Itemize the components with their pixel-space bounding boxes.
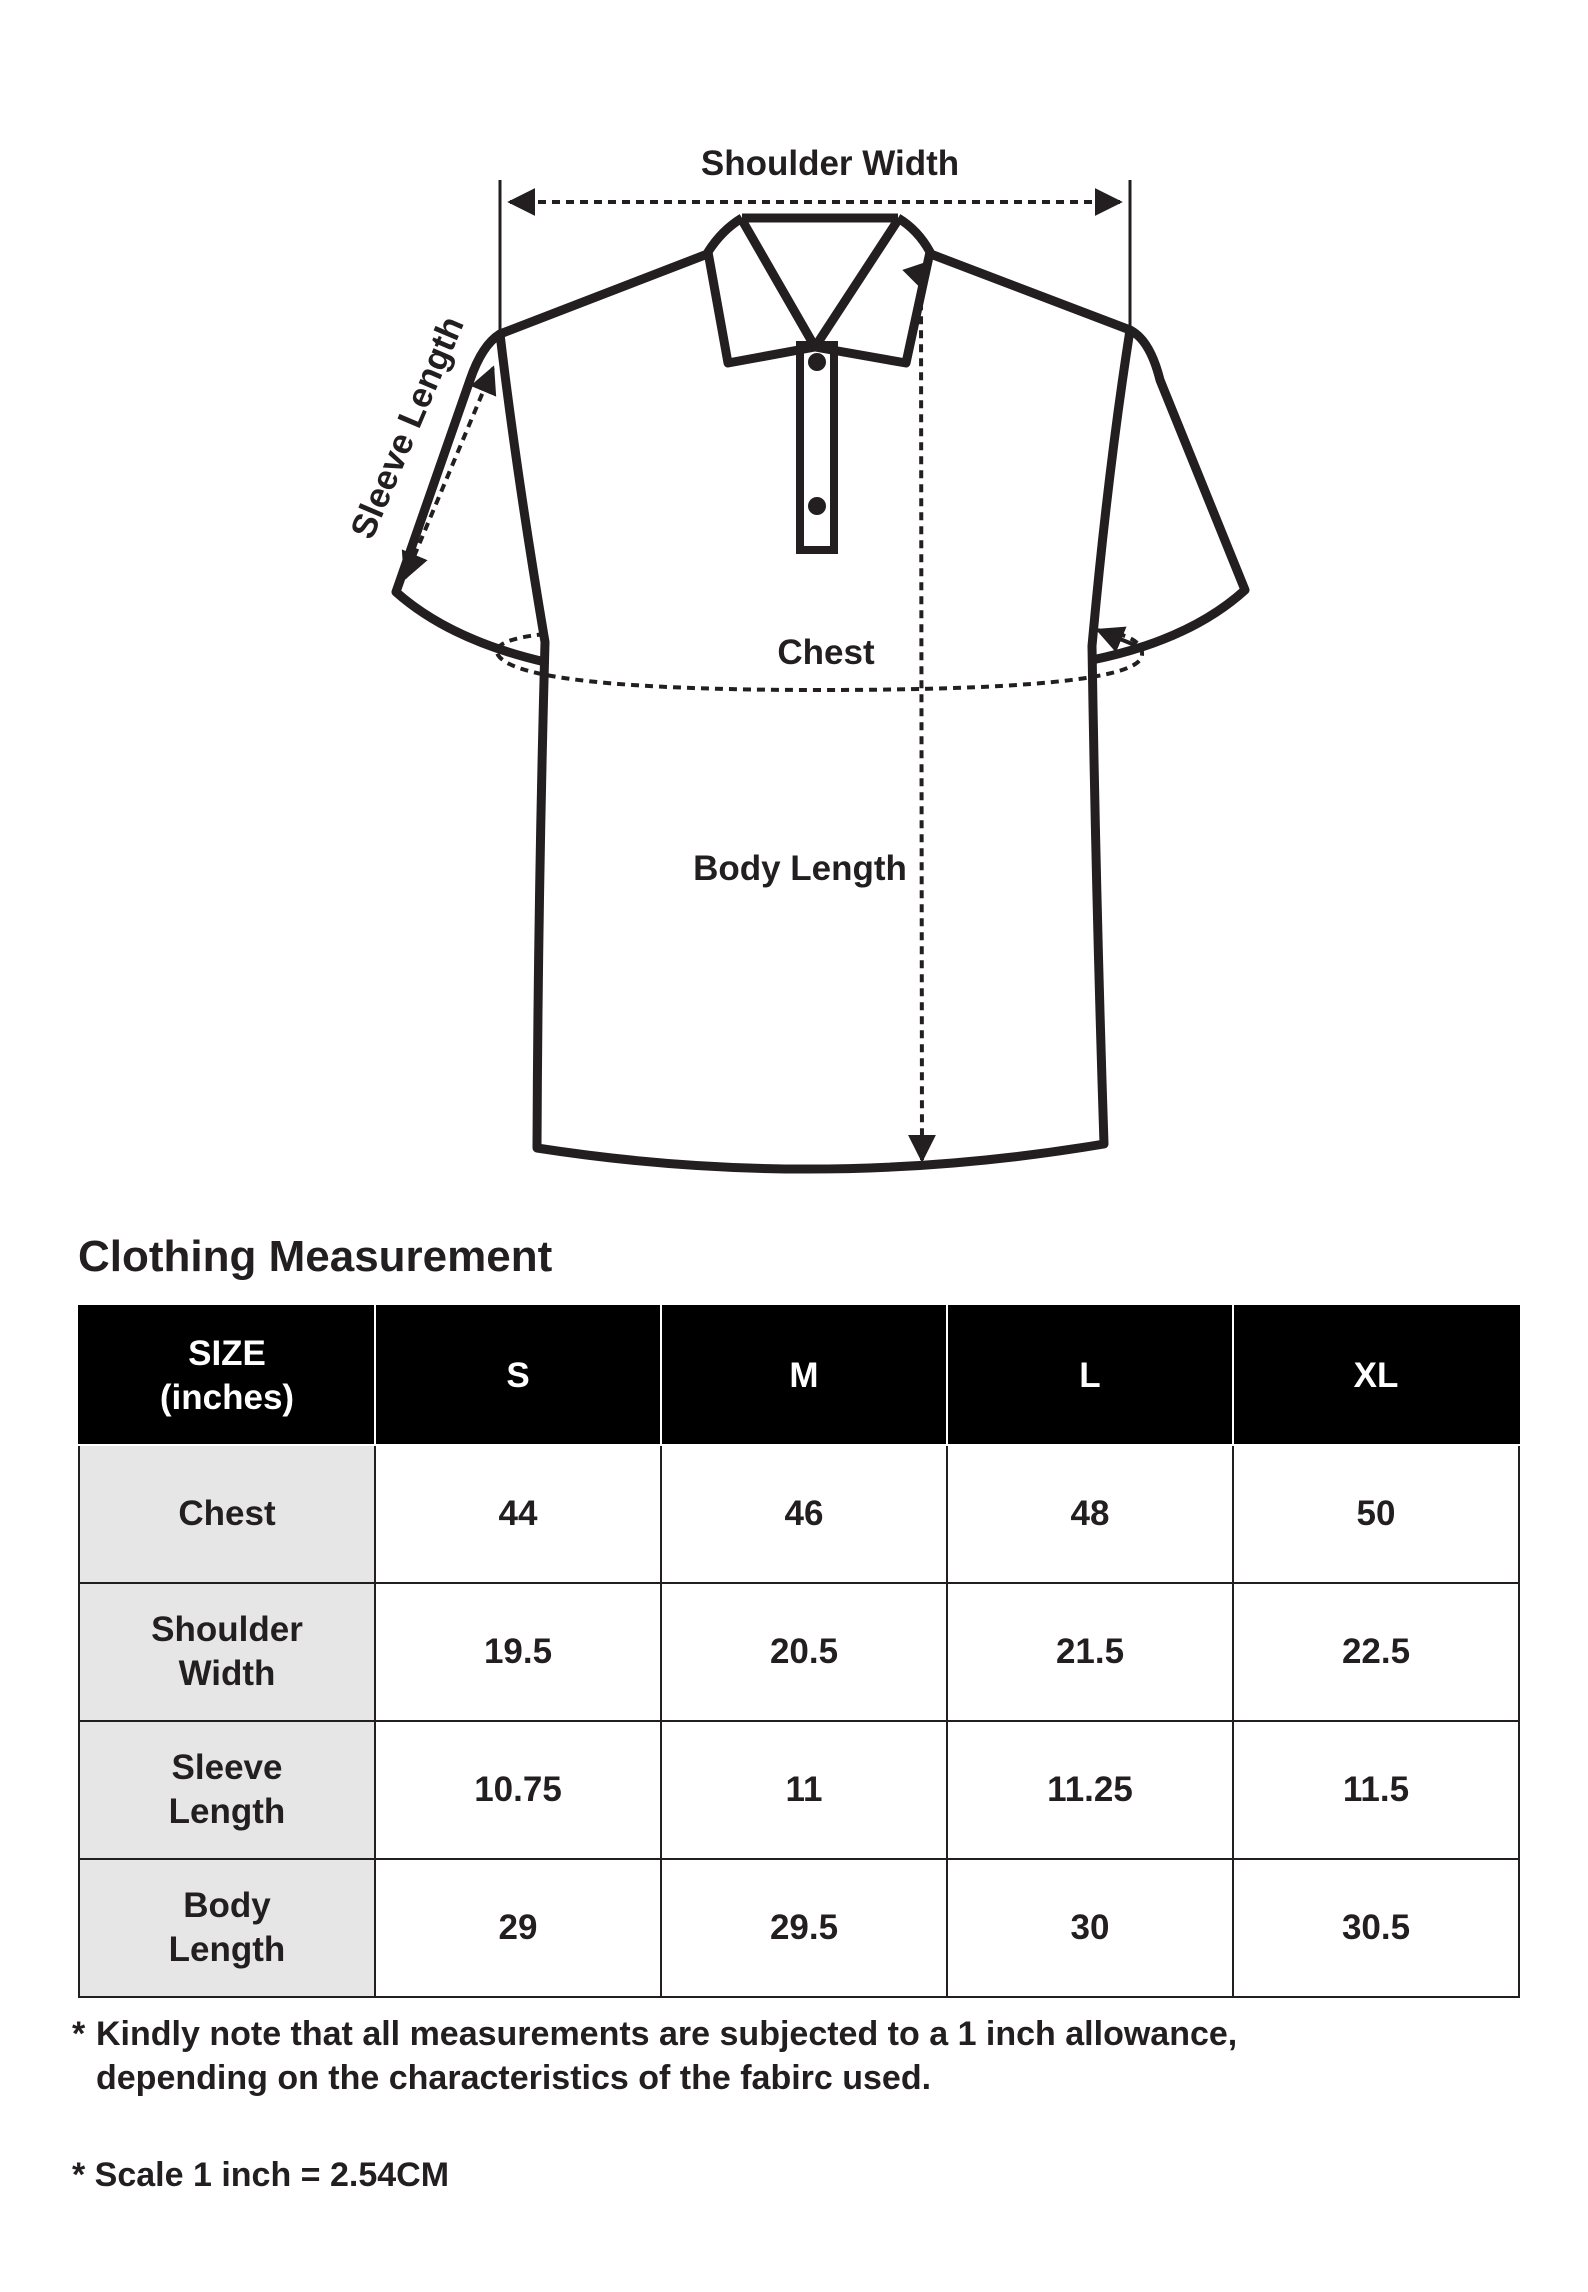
table-cell: 21.5 xyxy=(947,1583,1233,1721)
table-cell: 48 xyxy=(947,1445,1233,1583)
clothing-measurement-title: Clothing Measurement xyxy=(78,1232,553,1281)
table-cell: 44 xyxy=(375,1445,661,1583)
row-label-chest xyxy=(79,1445,375,1583)
row-label-shoulder-width xyxy=(79,1583,375,1721)
table-row-chest xyxy=(79,1445,1519,1583)
table-cell: 19.5 xyxy=(375,1583,661,1721)
row-label-line2: Length xyxy=(168,1792,286,1831)
row-label-line1: Sleeve xyxy=(171,1748,283,1788)
scale-note: * Scale 1 inch = 2.54CM xyxy=(72,2156,450,2194)
allowance-note xyxy=(72,2012,1532,2100)
shirt-outline xyxy=(410,215,930,655)
allowance-note-line2: depending on the characteristics of the fabirc used. xyxy=(96,2059,932,2097)
table-row-shoulder-width xyxy=(79,1583,1519,1721)
body-length-label: Body Length xyxy=(693,849,907,888)
size-m-header: M xyxy=(661,1306,947,1445)
size-l-header: L xyxy=(947,1306,1233,1445)
size-header-line2: (inches) xyxy=(159,1377,295,1417)
body-length-arrow xyxy=(921,262,930,1160)
row-label-sleeve-length xyxy=(79,1721,375,1859)
table-cell: 20.5 xyxy=(661,1583,947,1721)
size-header-row xyxy=(79,1306,1519,1445)
allowance-note-row xyxy=(72,2012,1532,2100)
table-cell: 30.5 xyxy=(1233,1859,1519,1997)
row-label-line1: Chest xyxy=(178,1494,276,1534)
table-cell: 11.5 xyxy=(1233,1721,1519,1859)
table-cell: 29.5 xyxy=(661,1859,947,1997)
shirt-torso xyxy=(500,253,1130,1169)
table-cell: 50 xyxy=(1233,1445,1519,1583)
row-label-line1: Body xyxy=(183,1886,271,1926)
size-header-label xyxy=(79,1306,375,1445)
table-cell: 30 xyxy=(947,1859,1233,1997)
row-label-body-length xyxy=(79,1859,375,1997)
table-cell: 11 xyxy=(661,1721,947,1859)
table-row-body-length xyxy=(79,1859,1519,1997)
size-xl-header: XL xyxy=(1233,1306,1519,1445)
size-header-line1: SIZE xyxy=(188,1333,266,1373)
shoulder-width-label: Shoulder Width xyxy=(700,144,960,183)
table-cell: 46 xyxy=(661,1445,947,1583)
size-chart-table xyxy=(78,1305,1520,1998)
placket xyxy=(800,345,834,550)
table-cell: 11.25 xyxy=(947,1721,1233,1859)
button-bottom xyxy=(808,497,826,515)
chest-label: Chest xyxy=(777,633,875,672)
size-s-header: S xyxy=(375,1306,661,1445)
row-label-line1: Shoulder xyxy=(151,1610,303,1650)
sleeve-length-label: Sleeve Length xyxy=(343,310,472,545)
allowance-note-text xyxy=(96,2012,1237,2100)
right-sleeve xyxy=(1092,330,1245,660)
allowance-note-line1: Kindly note that all measurements are subjected to a 1 inch allowance, xyxy=(96,2015,1238,2053)
note-asterisk: * xyxy=(72,2015,86,2053)
table-row-sleeve-length xyxy=(79,1721,1519,1859)
row-label-line2: Width xyxy=(178,1654,276,1693)
row-label-line2: Length xyxy=(168,1930,286,1969)
table-cell: 10.75 xyxy=(375,1721,661,1859)
button-top xyxy=(808,353,826,371)
table-cell: 22.5 xyxy=(1233,1583,1519,1721)
size-chart xyxy=(78,1305,1520,1998)
table-cell: 29 xyxy=(375,1859,661,1997)
